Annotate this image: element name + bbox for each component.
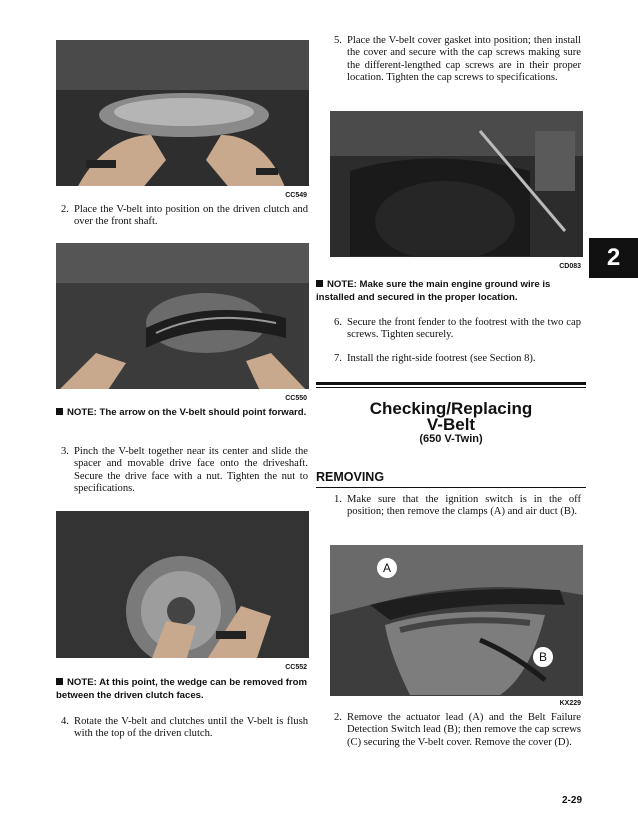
section-tab: 2: [589, 238, 638, 278]
step-number: 7.: [334, 353, 342, 364]
note-ground-wire: [316, 279, 586, 304]
step-2: [61, 204, 308, 229]
step-number: 2.: [334, 712, 342, 723]
photo-cc549: [56, 40, 309, 200]
callout-b: B: [533, 647, 553, 667]
figure-code: KX229: [559, 700, 581, 706]
note-text: NOTE: Make sure the main engine ground wire is installed and secured in the proper location.: [316, 279, 551, 303]
step-4: [61, 716, 308, 741]
note-wedge: [56, 677, 309, 702]
photo-cc552-image: [56, 511, 309, 672]
photo-kx229: [330, 545, 583, 706]
photo-cc550: [56, 243, 309, 403]
photo-cc552: [56, 511, 309, 672]
callout-a: A: [377, 558, 397, 578]
step-text: Place the V-belt into position on the driven clutch and over the front shaft.: [74, 204, 308, 228]
subsection-heading: REMOVING: [316, 470, 385, 484]
note-bullet-icon: [316, 280, 323, 287]
note-bullet-icon: [56, 408, 63, 415]
figure-code: CC549: [285, 192, 307, 199]
step-text: Remove the actuator lead (A) and the Belt Failure Detection Switch lead (B); then remove the cap screws (C) securing the V-belt cover. Remove the cover (D).: [347, 712, 581, 748]
step-text: Place the V-belt cover gasket into position; then install the cover and secure with the cap screws making sure the different-lengthed cap screws are in their proper location. Tighten the cap screws to specifications.: [347, 35, 581, 84]
photo-caption-box: [330, 696, 583, 706]
section-title-line1: Checking/Replacing: [369, 399, 533, 418]
photo-caption-box: [56, 389, 309, 403]
section-title-line2: V-Belt: [426, 415, 476, 434]
step-number: 4.: [61, 716, 69, 727]
page-number: 2-29: [561, 795, 582, 806]
note-text: NOTE: The arrow on the V-belt should point forward.: [67, 407, 307, 418]
photo-cd083: [330, 111, 583, 271]
step-text: Install the right-side footrest (see Section 8).: [347, 353, 536, 364]
step-text: Rotate the V-belt and clutches until the V-belt is flush with the top of the driven clutch.: [74, 716, 308, 740]
note-text: NOTE: At this point, the wedge can be removed from between the driven clutch faces.: [56, 677, 308, 701]
figure-code: CD083: [559, 263, 581, 270]
step-7: [334, 353, 581, 365]
removing-step-1: [334, 494, 581, 519]
photo-caption-box: [56, 186, 309, 200]
heading-rule: [316, 487, 586, 488]
removing-step-2: [334, 712, 581, 749]
photo-cc549-image: [56, 40, 309, 200]
step-number: 2.: [61, 204, 69, 215]
step-number: 6.: [334, 317, 342, 328]
photo-caption-box: [330, 257, 583, 271]
step-5: [334, 35, 581, 85]
section-subtitle: (650 V-Twin): [419, 433, 483, 445]
photo-kx229-image: [330, 545, 583, 706]
figure-code: CC550: [285, 395, 307, 402]
step-3: [61, 446, 308, 496]
photo-cc550-image: [56, 243, 309, 403]
step-text: Make sure that the ignition switch is in the off position; then remove the clamps (A) and air duct (B).: [347, 494, 581, 518]
step-number: 5.: [334, 35, 342, 46]
step-text: Pinch the V-belt together near its center and slide the spacer and movable drive face onto the driveshaft. Secure the drive face with a nut. Tighten the nut to specifications.: [74, 446, 308, 495]
section-rule-thick: [316, 382, 586, 385]
photo-cd083-image: [330, 111, 583, 271]
step-6: [334, 317, 581, 342]
step-number: 1.: [334, 494, 342, 505]
figure-code: CC552: [285, 664, 307, 671]
note-arrow: [56, 407, 309, 420]
section-rule-thin: [316, 387, 586, 388]
note-bullet-icon: [56, 678, 63, 685]
photo-caption-box: [56, 658, 309, 672]
step-number: 3.: [61, 446, 69, 457]
step-text: Secure the front fender to the footrest with the two cap screws. Tighten securely.: [347, 317, 581, 341]
